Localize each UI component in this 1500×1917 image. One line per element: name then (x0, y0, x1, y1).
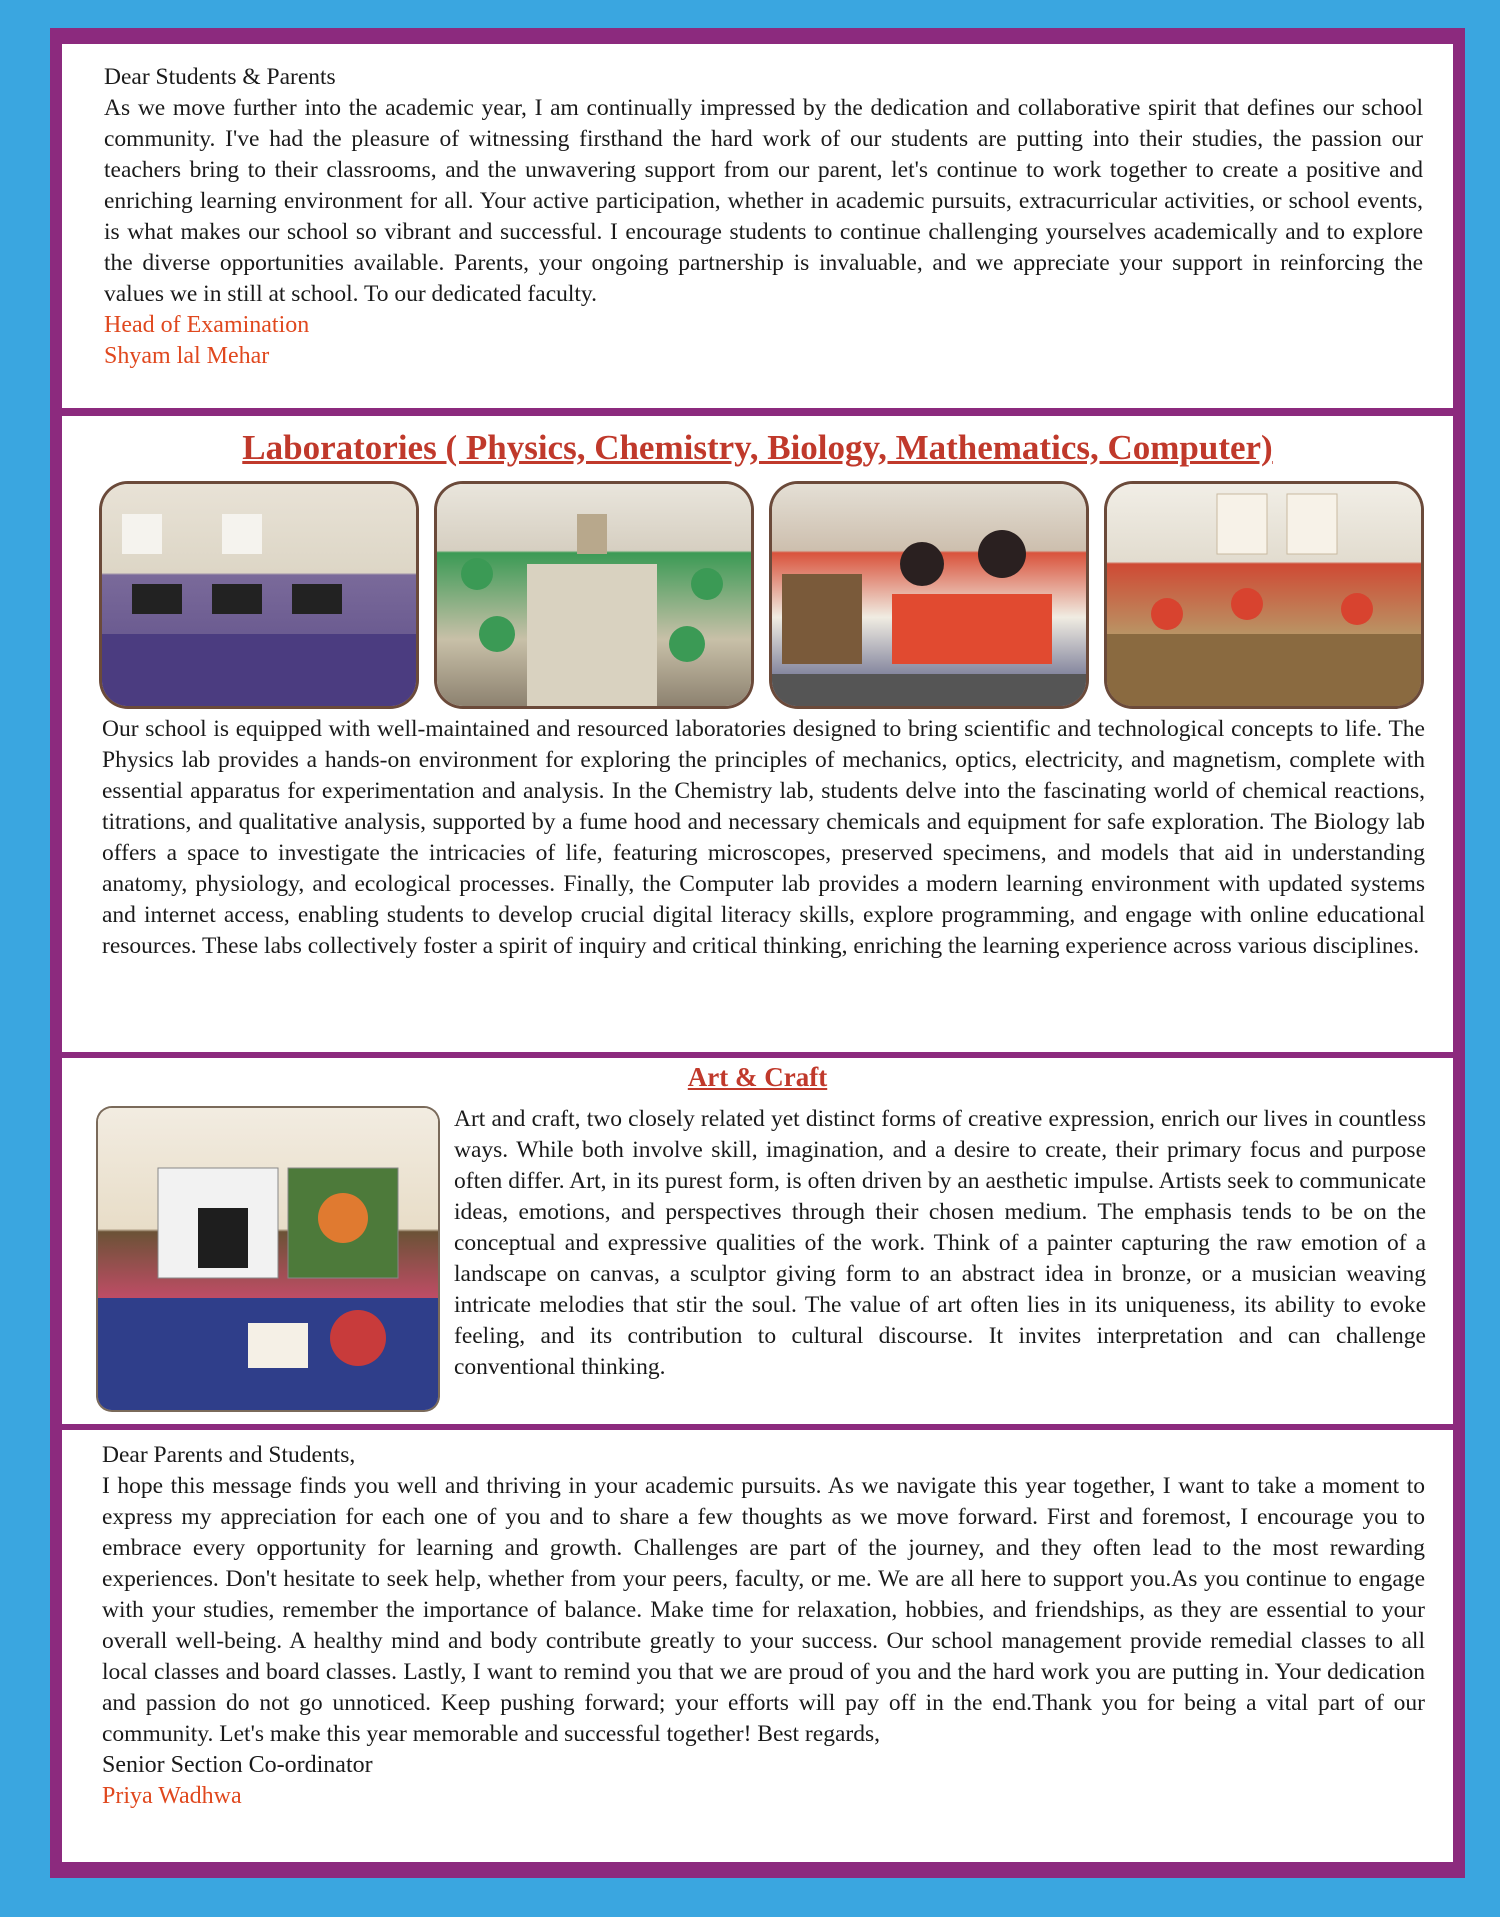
letter-greeting: Dear Parents and Students, (102, 1442, 356, 1468)
chart-shape (1287, 494, 1337, 554)
monitor-shape (132, 584, 182, 614)
laboratories-description: Our school is equipped with well-maintained and resourced laboratories designed to bring scientific and technological concepts to life. The Physics lab provides a hands-on environment for exploring the principles of mechanics, optics, electricity, and magnetism, complete with essential apparatus for experimentation and analysis. In the Chemistry lab, students delve into the fascinating world of chemical reactions, titrations, and qualitative analysis, supported by a fume hood and necessary chemicals and equipment for safe exploration. The Biology lab offers a space to investigate the intricacies of life, featuring microscopes, preserved specimens, and models that aid in understanding anatomy, physiology, and ecological processes. Finally, the Computer lab provides a modern learning environment with updated systems and internet access, enabling students to develop crucial digital literacy skills, explore programming, and engage with online educational resources. These labs collectively foster a spirit of inquiry and critical thinking, enriching the learning experience across various disciplines. (102, 716, 1425, 959)
student-shape (900, 542, 944, 586)
apparatus-cabinet-shape (782, 574, 862, 664)
monitor-shape (212, 584, 262, 614)
equipment-shape (772, 674, 1086, 706)
lab-bench-shape (527, 564, 657, 706)
monitor-shape (292, 584, 342, 614)
letter-greeting: Dear Students & Parents (104, 64, 336, 90)
student-shape (669, 626, 705, 662)
letter-body: As we move further into the academic year, I am continually impressed by the dedication and collaborative spirit that defines our school community. I've had the pleasure of witnessing firsthand the hard work of our students are putting into their studies, the passion our teachers bring to their classrooms, and the unwavering support from our parent, let's continue to work together to create a positive and enriching learning environment for all. Your active participation, whether in academic pursuits, extracurricular activities, or school events, is what makes our school so vibrant and successful. I encourage students to continue challenging yourselves academically and to explore the diverse opportunities available. Parents, your ongoing partnership is invaluable, and we appreciate your support in reinforcing the values we in still at school. To our dedicated faculty. (104, 95, 1423, 307)
chemistry-lab-illustration (437, 484, 751, 706)
student-shape (1231, 588, 1263, 620)
letter-body: I hope this message finds you well and thriving in your academic pursuits. As we navigate this year together, I want to take a moment to express my appreciation for each one of you and to share a few thoughts as we move forward. First and foremost, I encourage you to embrace every opportunity for learning and growth. Challenges are part of the journey, and they often lead to the most rewarding experiences. Don't hesitate to seek help, whether from your peers, faculty, or me. We are all here to support you.As you continue to engage with your studies, remember the importance of balance. Make time for relaxation, hobbies, and friendships, as they are essential to your overall well-being. A healthy mind and body contribute greatly to your success. Our school management provide remedial classes to all local classes and board classes. Lastly, I want to remind you that we are proud of you and the hard work you are putting in. Your dedication and passion do not go unnoticed. Keep pushing forward; your efforts will pay off in the end.Thank you for being a vital part of our community. Let's make this year memorable and successful together! Best regards, (102, 1473, 1425, 1747)
art-craft-illustration (98, 1108, 438, 1410)
signatory-name: Shyam lal Mehar (104, 343, 270, 369)
student-shape (1151, 598, 1183, 630)
lab-table-shape (1107, 634, 1421, 706)
craft-piece-shape (330, 1310, 386, 1366)
student-shape (978, 530, 1026, 578)
chart-shape (1217, 494, 1267, 554)
sculpture-shape (198, 1208, 248, 1268)
student-shape (691, 568, 723, 600)
computer-lab-illustration (102, 484, 416, 706)
window-shape (122, 514, 162, 554)
biology-lab-illustration (1107, 484, 1421, 706)
computer-lab-photo (102, 484, 416, 706)
chemistry-lab-photo (437, 484, 751, 706)
uniform-shape (892, 594, 1052, 664)
art-craft-photo (98, 1108, 438, 1410)
art-craft-description: Art and craft, two closely related yet distinct forms of creative expression, enrich our lives in countless ways. While both involve skill, imagination, and a desire to create, their primary focus and purpose often differ. Art, in its purest form, is often driven by an aesthetic impulse. Artists seek to communicate ideas, emotions, and perspectives through their chosen medium. The emphasis tends to be on the conceptual and expressive qualities of the work. Think of a painter capturing the raw emotion of a landscape on canvas, a sculptor giving form to an abstract idea in bronze, or a musician weaving intricate melodies that stir the soul. The value of art often lies in its uniqueness, its ability to evoke feeling, and its contribution to cultural discourse. It invites interpretation and can challenge conventional thinking. (454, 1106, 1426, 1380)
letter-senior-coordinator (62, 1430, 1453, 1862)
art-craft-section (62, 1058, 1453, 1424)
signatory-name: Priya Wadhwa (102, 1783, 242, 1809)
signatory-role: Senior Section Co-ordinator (102, 1752, 373, 1778)
physics-lab-illustration (772, 484, 1086, 706)
letter-head-of-examination (62, 44, 1453, 408)
apparatus-shape (577, 514, 607, 554)
laboratories-section (62, 416, 1453, 1052)
art-craft-heading: Art & Craft (687, 1062, 828, 1092)
physics-lab-photo (772, 484, 1086, 706)
craft-piece-shape (248, 1323, 308, 1368)
signatory-role: Head of Examination (104, 312, 310, 338)
student-shape (461, 558, 493, 590)
student-shape (1341, 593, 1373, 625)
laboratories-heading: Laboratories ( Physics, Chemistry, Biology, Mathematics, Computer) (242, 428, 1273, 467)
window-shape (222, 514, 262, 554)
student-shape (479, 616, 515, 652)
biology-lab-photo (1107, 484, 1421, 706)
paper-flower-shape (318, 1193, 368, 1243)
cubicle-shape (102, 634, 416, 706)
lab-photo-strip (62, 484, 1453, 706)
